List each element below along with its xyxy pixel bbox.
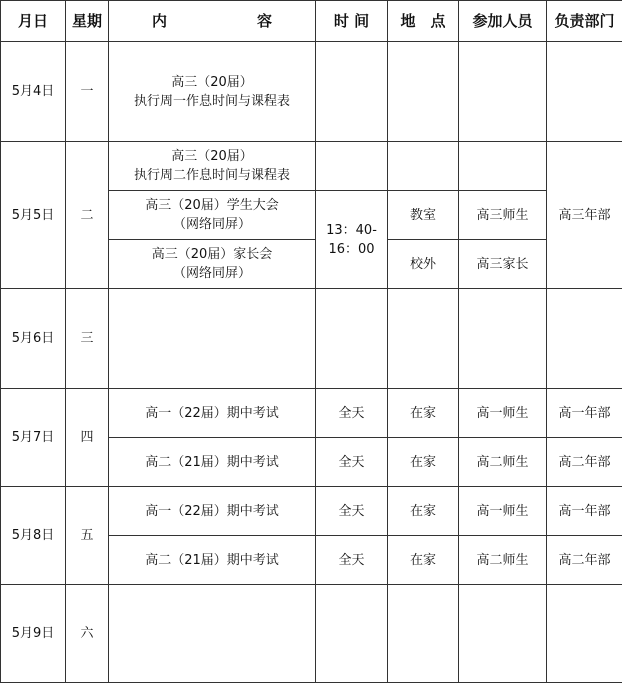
row-may4 bbox=[1, 42, 622, 142]
content-cell: 高一（22届）期中考试 bbox=[109, 389, 316, 438]
date-cell: 5月8日 bbox=[1, 487, 66, 585]
place-cell: 在家 bbox=[388, 389, 459, 438]
participants-cell: 高三师生 bbox=[459, 191, 547, 240]
date-cell: 5月6日 bbox=[1, 289, 66, 389]
participants-cell: 高一师生 bbox=[459, 389, 547, 438]
date-cell: 5月7日 bbox=[1, 389, 66, 487]
dept-cell bbox=[547, 289, 622, 389]
weekday-cell: 四 bbox=[66, 389, 109, 487]
place-cell bbox=[388, 585, 459, 683]
weekday-cell: 六 bbox=[66, 585, 109, 683]
content-cell bbox=[109, 191, 316, 240]
participants-cell bbox=[459, 585, 547, 683]
content-line: （网络同屏） bbox=[172, 217, 251, 232]
time-cell bbox=[316, 585, 388, 683]
row-may8-a bbox=[1, 487, 622, 536]
dept-cell: 高一年部 bbox=[547, 389, 622, 438]
row-may9 bbox=[1, 585, 622, 683]
header-row bbox=[1, 1, 622, 42]
content-cell: 高二（21届）期中考试 bbox=[109, 536, 316, 585]
time-cell bbox=[316, 289, 388, 389]
row-may5-a bbox=[1, 142, 622, 191]
time-cell bbox=[316, 142, 388, 191]
place-cell bbox=[388, 289, 459, 389]
place-cell: 教室 bbox=[388, 191, 459, 240]
content-cell bbox=[109, 585, 316, 683]
weekday-cell: 五 bbox=[66, 487, 109, 585]
content-cell bbox=[109, 142, 316, 191]
place-cell bbox=[388, 142, 459, 191]
header-weekday: 星期 bbox=[66, 1, 109, 42]
header-time: 时 间 bbox=[316, 1, 388, 42]
dept-cell bbox=[547, 585, 622, 683]
content-cell bbox=[109, 289, 316, 389]
place-cell: 在家 bbox=[388, 438, 459, 487]
weekday-cell: 三 bbox=[66, 289, 109, 389]
header-date: 月日 bbox=[1, 1, 66, 42]
content-cell bbox=[109, 240, 316, 289]
time-cell: 全天 bbox=[316, 389, 388, 438]
content-line: 执行周一作息时间与课程表 bbox=[133, 93, 290, 109]
dept-cell: 高二年部 bbox=[547, 536, 622, 585]
content-line: 高三（20届） bbox=[171, 149, 253, 164]
dept-cell: 高一年部 bbox=[547, 487, 622, 536]
dept-cell: 高三年部 bbox=[547, 142, 622, 289]
time-line: 16：00 bbox=[328, 241, 375, 257]
row-may7-a bbox=[1, 389, 622, 438]
participants-cell bbox=[459, 42, 547, 142]
content-line: 高三（20届） bbox=[171, 74, 253, 90]
content-line: 高三（20届）学生大会 bbox=[145, 198, 279, 213]
time-line: 13：40- bbox=[326, 222, 377, 238]
place-cell bbox=[388, 42, 459, 142]
date-cell: 5月4日 bbox=[1, 42, 66, 142]
content-line: （网络同屏） bbox=[172, 266, 251, 281]
dept-cell bbox=[547, 42, 622, 142]
participants-cell: 高二师生 bbox=[459, 438, 547, 487]
time-cell bbox=[316, 191, 388, 289]
weekday-cell: 二 bbox=[66, 142, 109, 289]
participants-cell bbox=[459, 289, 547, 389]
place-cell: 在家 bbox=[388, 536, 459, 585]
content-cell: 高一（22届）期中考试 bbox=[109, 487, 316, 536]
header-place: 地 点 bbox=[388, 1, 459, 42]
participants-cell: 高二师生 bbox=[459, 536, 547, 585]
weekday-cell: 一 bbox=[66, 42, 109, 142]
place-cell: 在家 bbox=[388, 487, 459, 536]
header-content: 内 容 bbox=[109, 1, 316, 42]
content-cell: 高二（21届）期中考试 bbox=[109, 438, 316, 487]
content-line: 执行周二作息时间与课程表 bbox=[133, 168, 290, 183]
participants-cell: 高一师生 bbox=[459, 487, 547, 536]
date-cell: 5月5日 bbox=[1, 142, 66, 289]
time-cell: 全天 bbox=[316, 487, 388, 536]
header-participants: 参加人员 bbox=[459, 1, 547, 42]
participants-cell: 高三家长 bbox=[459, 240, 547, 289]
date-cell: 5月9日 bbox=[1, 585, 66, 683]
dept-cell: 高二年部 bbox=[547, 438, 622, 487]
content-cell bbox=[109, 42, 316, 142]
time-cell bbox=[316, 42, 388, 142]
content-line: 高三（20届）家长会 bbox=[151, 247, 273, 262]
time-cell: 全天 bbox=[316, 438, 388, 487]
participants-cell bbox=[459, 142, 547, 191]
time-cell: 全天 bbox=[316, 536, 388, 585]
row-may6 bbox=[1, 289, 622, 389]
place-cell: 校外 bbox=[388, 240, 459, 289]
header-dept: 负责部门 bbox=[547, 1, 622, 42]
